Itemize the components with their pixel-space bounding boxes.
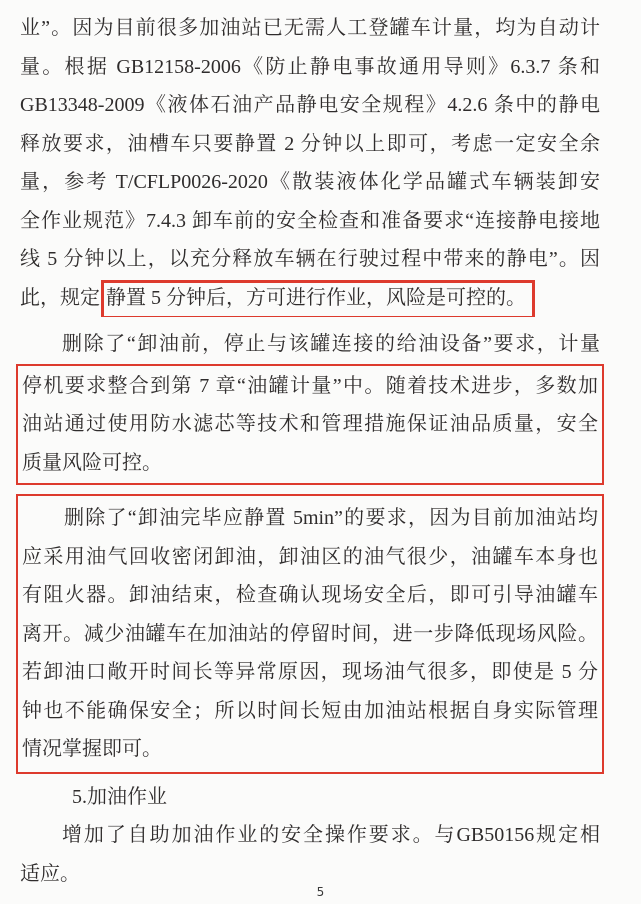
- text-line: 停机要求整合到第 7 章“油罐计量”中。随着技术进步，多数加: [22, 374, 598, 397]
- text-segment: 此，规定: [20, 286, 100, 309]
- text-line: 删除了“卸油前，停止与该罐连接的给油设备”要求，计量: [62, 333, 600, 355]
- text-line: 适应。: [20, 862, 80, 885]
- section-heading: 5.加油作业: [72, 785, 167, 808]
- text-line-with-highlight: [20, 279, 600, 318]
- text-line: 量。根据 GB12158-2006《防止静电事故通用导则》6.3.7 条和: [20, 55, 600, 78]
- text-line: 删除了“卸油完毕应静置 5min”的要求，因为目前加油站均: [64, 507, 598, 529]
- text-line: 应采用油气回收密闭卸油，卸油区的油气很少，油罐车本身也: [22, 545, 598, 568]
- text-line: 释放要求，油槽车只要静置 2 分钟以上即可，考虑一定安全余: [20, 132, 600, 155]
- text-line: 情况掌握即可。: [22, 738, 162, 760]
- highlighted-text: 静置 5 分钟后，方可进行作业，风险是可控的。: [106, 286, 526, 309]
- text-line: 全作业规范》7.4.3 卸车前的安全检查和准备要求“连接静电接地: [20, 209, 600, 232]
- text-line: 质量风险可控。: [22, 451, 162, 474]
- text-line: 油站通过使用防水滤芯等技术和管理措施保证油品质量，安全: [22, 413, 598, 435]
- page-number: 5: [316, 885, 325, 899]
- text-line: 增加了自助加油作业的安全操作要求。与GB50156规定相: [62, 824, 600, 846]
- text-line: 钟也不能确保安全；所以时间长短由加油站根据自身实际管理: [22, 699, 598, 722]
- text-line: GB13348-2009《液体石油产品静电安全规程》4.2.6 条中的静电: [20, 94, 600, 116]
- text-line: 若卸油口敞开时间长等异常原因，现场油气很多，即使是 5 分: [22, 661, 598, 683]
- highlight-box-inline: [101, 280, 535, 318]
- highlight-box-tank-metering: [16, 364, 604, 486]
- highlight-box-unloading-rest: [16, 494, 604, 774]
- text-line: 有阻火器。卸油结束，检查确认现场安全后，即可引导油罐车: [22, 584, 598, 606]
- text-line: 量，参考 T/CFLP0026-2020《散装液体化学品罐式车辆装卸安: [20, 171, 600, 193]
- text-line: 业”。因为目前很多加油站已无需人工登罐车计量，均为自动计: [20, 17, 600, 39]
- text-line: 离开。减少油罐车在加油站的停留时间，进一步降低现场风险。: [22, 622, 598, 645]
- text-line: 线 5 分钟以上，以充分释放车辆在行驶过程中带来的静电”。因: [20, 248, 600, 270]
